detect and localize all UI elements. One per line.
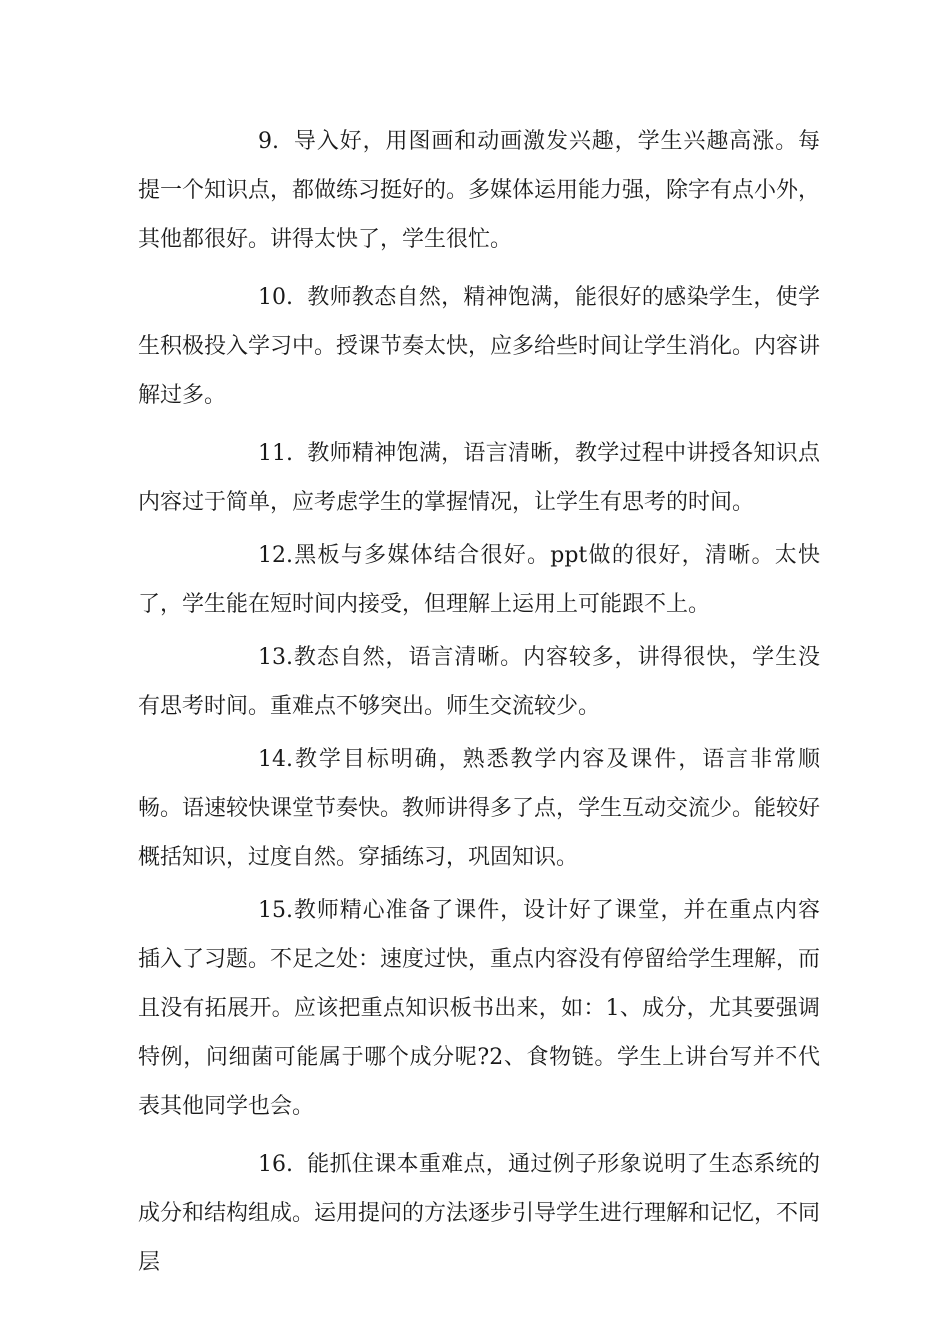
item-text: 教师精心准备了课件，设计好了课堂，并在重点内容插入了习题。不足之处：速度过快，重点内容没有停留给学生理解，而且没有拓展开。应该把重点知识板书出来，如：1、成分，尤其要强调特例，问细菌可能属于哪个成分呢?2、食物链。学生上讲台写并不代表其他同学也会。 [138, 898, 821, 1119]
item-text: 教学目标明确，熟悉教学内容及课件，语言非常顺畅。语速较快课堂节奏快。教师讲得多了点，学生互动交流少。能较好概括知识，过度自然。穿插练习，巩固知识。 [138, 747, 821, 870]
item-number: 14. [258, 747, 293, 772]
list-item [138, 273, 820, 420]
item-number: 13. [258, 645, 293, 670]
item-text: 黑板与多媒体结合很好。ppt做的很好，清晰。太快了，学生能在短时间内接受，但理解上运用上可能跟不上。 [138, 543, 820, 617]
item-text: 教师精神饱满，语言清晰，教学过程中讲授各知识点内容过于简单，应考虑学生的掌握情况，让学生有思考的时间。 [138, 441, 820, 515]
item-text: 能抓住课本重难点，通过例子形象说明了生态系统的成分和结构组成。运用提问的方法逐步引导学生进行理解和记忆，不同层 [138, 1152, 821, 1275]
item-text: 教师教态自然，精神饱满，能很好的感染学生，使学生积极投入学习中。授课节奏太快，应多给些时间让学生消化。内容讲解过多。 [138, 285, 821, 408]
item-text: 导入好，用图画和动画激发兴趣，学生兴趣高涨。每提一个知识点，都做练习挺好的。多媒体运用能力强，除字有点小外，其他都很好。讲得太快了，学生很忙。 [138, 129, 821, 252]
document-body [138, 117, 820, 1287]
list-item [138, 429, 820, 527]
list-item [138, 735, 820, 882]
item-number: 11. [258, 441, 293, 466]
item-number: 15. [258, 898, 293, 923]
list-item [138, 117, 820, 264]
item-number: 16. [258, 1152, 293, 1177]
list-item [138, 633, 820, 731]
list-item [138, 531, 820, 629]
item-number: 12. [258, 543, 293, 568]
item-number: 9. [258, 129, 279, 154]
item-text: 教态自然，语言清晰。内容较多，讲得很快，学生没有思考时间。重难点不够突出。师生交流较少。 [138, 645, 820, 719]
list-item [138, 886, 820, 1131]
list-item [138, 1140, 820, 1287]
item-number: 10. [258, 285, 293, 310]
